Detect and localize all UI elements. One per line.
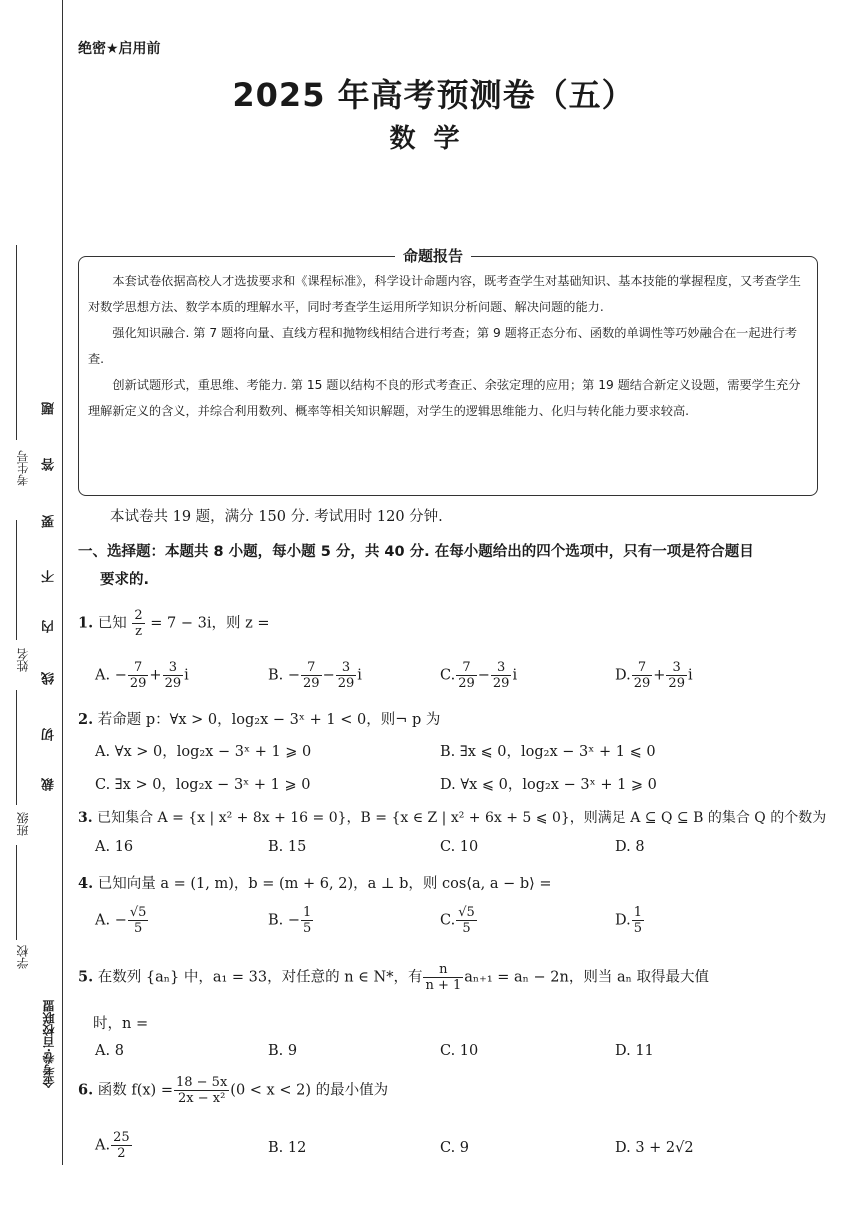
stem-text: 已知 (97, 615, 127, 632)
seal-char-5: 内 (42, 620, 57, 633)
report-body (88, 268, 810, 424)
q6-option-c[interactable]: C. 9 (440, 1140, 470, 1156)
brand-label: 金考卷·百校联盟 (42, 1000, 56, 1089)
question-6-stem: 6. 函数 f(x) = $\frac{18 - 5x}{\text{2x − x²}}$ (0 < x < 2) 的最小值为 (78, 1075, 389, 1106)
q3-option-b[interactable]: B. 15 (268, 839, 307, 855)
report-paragraph-1: 本套试卷依据高校人才选拔要求和《课程标准》，科学设计命题内容，既考查学生对基础知识、基本技能的掌握程度，又考查学生对数学思想方法、数学本质的理解水平，同时考查学生运用所学知识分析问题、解决问题的能力. (88, 274, 801, 314)
report-paragraph-2: 强化知识融合. 第 7 题将向量、直线方程和抛物线相结合进行考查；第 9 题将正态分布、函数的单调性等巧妙融合在一起进行考查. (88, 326, 798, 366)
q4-option-d[interactable]: D. $\frac{1}{5}$ (615, 905, 642, 936)
q2-option-d[interactable]: D. ∀x ⩽ 0，log₂x − 3ˣ + 1 ⩾ 0 (440, 777, 657, 793)
q5-option-c[interactable]: C. 10 (440, 1043, 479, 1059)
binding-line (62, 0, 63, 1165)
section-line-1: 一、选择题：本题共 8 小题，每小题 5 分，共 40 分. 在每小题给出的四个选项中，只有一项是符合题目 (78, 544, 754, 560)
q6-option-a[interactable]: A. $\frac{25}{2}$ (95, 1130, 130, 1161)
seal-char-1: 题 (42, 402, 57, 415)
question-4-stem: 4. 已知向量 a = (1, m)，b = (m + 6, 2)，a ⊥ b，则 cos⟨a, a − b⟩ = (78, 875, 552, 892)
q3-option-a[interactable]: A. 16 (95, 839, 134, 855)
q1-option-c[interactable]: C. $\frac{7}{29}$ − $\frac{3}{29}$ i (440, 660, 518, 691)
q5-option-b[interactable]: B. 9 (268, 1043, 298, 1059)
exam-number-line (16, 245, 17, 440)
question-5-stem-line2: 时，n = (93, 1016, 149, 1032)
question-2-stem: 2. 若命题 p：∀x > 0，log₂x − 3ˣ + 1 < 0，则¬ p 为 (78, 711, 441, 728)
q1-option-b[interactable]: B. − $\frac{7}{29}$ − $\frac{3}{29}$ i (268, 660, 362, 691)
q4-option-c[interactable]: C. $\frac{√5}{5}$ (440, 905, 475, 936)
q1-option-a[interactable]: A. − $\frac{7}{29}$ + $\frac{3}{29}$ i (95, 660, 189, 691)
school-label: 学校 (16, 945, 30, 969)
seal-char-8: 裁 (42, 778, 57, 791)
question-3-stem: 3. 已知集合 A = {x | x² + 8x + 16 = 0}，B = {x ∈ Z | x² + 6x + 5 ⩽ 0}，则满足 A ⊆ Q ⊆ B 的集合 Q 的个数为 (78, 810, 827, 826)
name-line (16, 520, 17, 640)
seal-char-3: 要 (42, 515, 57, 528)
report-title: 命题报告 (395, 245, 471, 266)
seal-char-6: 线 (42, 672, 57, 685)
exam-number-label: 考生号 (16, 450, 30, 486)
question-number: 1. (78, 614, 94, 632)
q4-option-a[interactable]: A. − $\frac{√5}{5}$ (95, 905, 147, 936)
seal-char-2: 答 (42, 458, 57, 471)
section-line-2: 要求的. (100, 572, 150, 588)
q4-option-b[interactable]: B. − $\frac{1}{5}$ (268, 905, 312, 936)
fraction: $\frac{2}{z}$ (134, 608, 143, 639)
question-5-stem: 5. 在数列 {aₙ} 中，a₁ = 33，对任意的 n ∈ N*，有 $\frac{n}{n + 1}$ aₙ₊₁ = aₙ − 2n，则当 aₙ 取得最大值 (78, 962, 710, 993)
class-line (16, 690, 17, 805)
q1-option-d[interactable]: D. $\frac{7}{29}$ + $\frac{3}{29}$ i (615, 660, 693, 691)
seal-char-4: 不 (42, 570, 57, 583)
q5-option-a[interactable]: A. 8 (95, 1043, 124, 1059)
question-1-stem (78, 608, 269, 639)
q6-option-d[interactable]: D. 3 + 2√2 (615, 1140, 694, 1156)
confidential-label: 绝密★启用前 (78, 41, 161, 57)
q3-option-d[interactable]: D. 8 (615, 839, 645, 855)
exam-intro: 本试卷共 19 题，满分 150 分. 考试用时 120 分钟. (110, 509, 443, 525)
subject-title: 数学 (389, 124, 478, 154)
q2-option-a[interactable]: A. ∀x > 0，log₂x − 3ˣ + 1 ⩾ 0 (95, 744, 312, 760)
q6-option-b[interactable]: B. 12 (268, 1140, 307, 1156)
seal-char-7: 切 (42, 728, 57, 741)
page-title: 2025 年高考预测卷（五） (232, 76, 635, 114)
school-line (16, 845, 17, 940)
class-label: 班级 (16, 812, 30, 836)
q5-option-d[interactable]: D. 11 (615, 1043, 654, 1059)
q3-option-c[interactable]: C. 10 (440, 839, 479, 855)
q2-option-c[interactable]: C. ∃x > 0，log₂x − 3ˣ + 1 ⩾ 0 (95, 777, 311, 793)
section-heading (78, 538, 828, 594)
name-label: 姓名 (16, 648, 30, 672)
report-paragraph-3: 创新试题形式，重思维、考能力. 第 15 题以结构不良的形式考查正、余弦定理的应用；第 19 题结合新定义设题，需要学生充分理解新定义的含义，并综合利用数列、概率等相关知识解题，对学生的逻辑思维能力、化归与转化能力要求较高. (88, 378, 801, 418)
q2-option-b[interactable]: B. ∃x ⩽ 0，log₂x − 3ˣ + 1 ⩽ 0 (440, 744, 656, 760)
stem-text: = 7 − 3i，则 z = (150, 615, 270, 632)
